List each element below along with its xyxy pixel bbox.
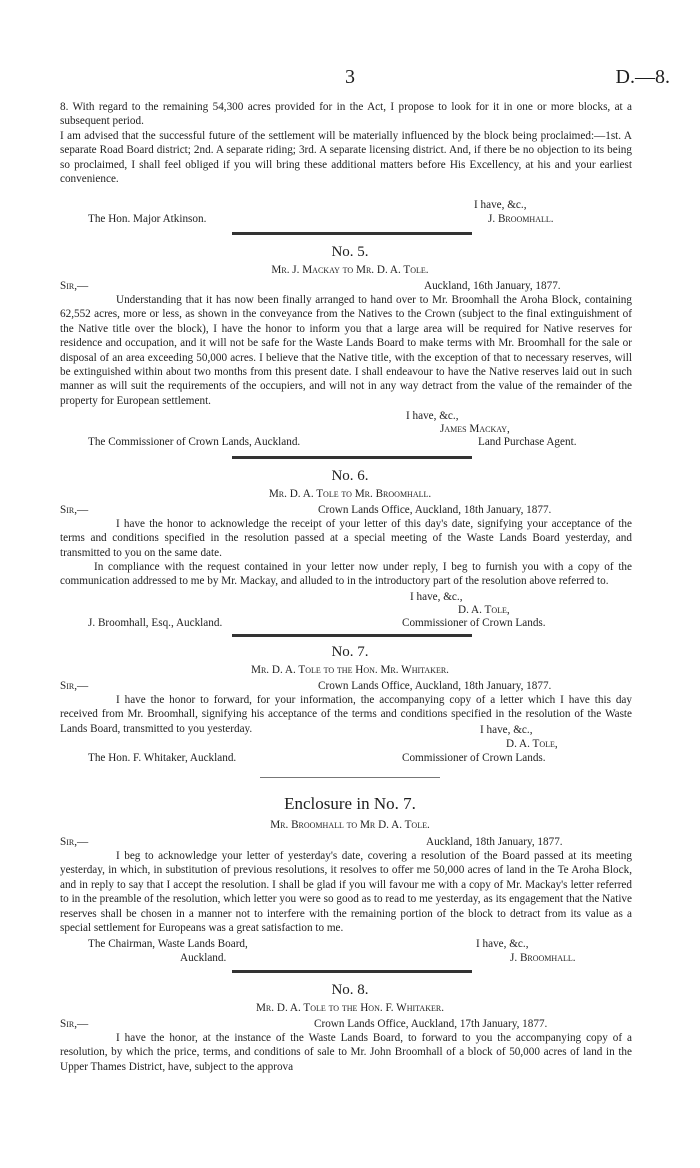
- letter-number: No. 7.: [331, 644, 369, 660]
- addressee: The Commissioner of Crown Lands, Auckland.: [88, 436, 301, 448]
- salutation: Sir,—: [60, 836, 89, 848]
- page-number: 3: [345, 66, 355, 88]
- addressee-line: The Chairman, Waste Lands Board,: [88, 938, 248, 950]
- letter-from-to: Mr. D. A. Tole to the Hon. F. Whitaker.: [255, 1002, 444, 1014]
- closing: I have, &c.,: [480, 724, 533, 736]
- salutation: Sir,—: [60, 1018, 89, 1030]
- place-date: Crown Lands Office, Auckland, 18th January, 1877.: [318, 680, 552, 692]
- addressee-line: Auckland.: [180, 952, 227, 964]
- signature: D. A. Tole,: [458, 604, 510, 616]
- paragraph: I have the honor to acknowledge the receipt of your letter of this day's date, signifying your acceptance of the terms and conditions specified in the resolution passed at a special meeting of the Waste Lands Board yesterday, and transmitted to you on the same date.: [60, 518, 632, 559]
- salutation: Sir,—: [60, 504, 89, 516]
- section-divider: [260, 777, 440, 778]
- letter-number: No. 5.: [331, 244, 369, 260]
- addressee: The Hon. F. Whitaker, Auckland.: [88, 752, 237, 764]
- paragraph: I have the honor to forward, for your information, the accompanying copy of a letter which I have this day received from Mr. Broomhall, signifying his acceptance of the terms and conditions specified in the resolution of the Waste Lands Board, transmitted to you yesterday.: [60, 694, 632, 735]
- section-divider: [232, 970, 472, 973]
- letter-from-to: Mr. Broomhall to Mr D. A. Tole.: [270, 819, 430, 831]
- closing: I have, &c.,: [406, 410, 459, 422]
- paragraph: In compliance with the request contained in your letter now under reply, I beg to furnish you with a copy of the communication addressed to me by Mr. Mackay, and alluded to in the introductory part of the resolution above referred to.: [60, 561, 632, 588]
- signature: James Mackay,: [440, 423, 510, 435]
- letter-number: Enclosure in No. 7.: [284, 794, 416, 813]
- letter-number: No. 8.: [331, 982, 369, 998]
- letter-from-to: Mr. J. Mackay to Mr. D. A. Tole.: [271, 264, 429, 276]
- salutation: Sir,—: [60, 680, 89, 692]
- paragraph: 8. With regard to the remaining 54,300 acres provided for in the Act, I propose to look for it in one or more blocks, at a subsequent period.: [60, 101, 632, 128]
- signature: J. Broomhall.: [488, 213, 554, 225]
- signature: J. Broomhall.: [510, 952, 576, 964]
- place-date: Auckland, 16th January, 1877.: [424, 280, 561, 292]
- section-divider: [232, 456, 472, 459]
- signatory-title: Commissioner of Crown Lands.: [402, 617, 546, 629]
- paragraph: I am advised that the successful future of the settlement will be materially influenced by the block being proclaimed:—1st. A separate Road Board district; 2nd. A separate riding; 3rd. A separate licensing district. And, if there be no objection to its being so proclaimed, I shall feel obliged if you will bring these additional matters before His Excellency, at his and your earliest convenience.: [60, 130, 632, 186]
- addressee: J. Broomhall, Esq., Auckland.: [88, 617, 223, 629]
- closing: I have, &c.,: [410, 591, 463, 603]
- document-code: D.—8.: [615, 66, 670, 88]
- paragraph: Understanding that it has now been finally arranged to hand over to Mr. Broomhall the Aroha Block, containing 62,552 acres, more or less, as shown in the conveyance from the Natives to the Crown (subject to the final extinguishment of the Native title over the block), I have the honor to inform you that a large area will be required for Native reserves for residence and occupation, and it will not be safe for the Waste Lands Board to make terms with Mr. Broomhall for the sale or disposal of an area exceeding 50,000 acres. I believe that the Native title, with the exception of that to necessary reserves, will be extinguished within about two months from this present date. I shall endeavour to have the Native reserves laid out in such manner as will suit the requirements of the occupiers, and will not in any way detract from the value of the remainder of the property for European settlement.: [60, 294, 632, 407]
- salutation: Sir,—: [60, 280, 89, 292]
- addressee: The Hon. Major Atkinson.: [88, 213, 207, 225]
- paragraph: I have the honor, at the instance of the Waste Lands Board, to forward to you the accompanying copy of a resolution, by which the price, terms, and conditions of sale to Mr. John Broomhall of a block of 50,000 acres of land in the Upper Thames District, have, subject to the approva: [60, 1032, 632, 1073]
- signatory-title: Land Purchase Agent.: [478, 436, 577, 448]
- section-divider: [232, 232, 472, 235]
- closing: I have, &c.,: [474, 199, 527, 211]
- paragraph: I beg to acknowledge your letter of yesterday's date, covering a resolution of the Board passed at its meeting yesterday, in which, in substitution of previous resolutions, it resolves to offer me 50,000 acres of land in the Te Aroha Block, and in reply to say that I accept the resolution. I shall be glad if you will favour me with a copy of Mr. Mackay's letter referred to in the preamble of the resolution, which letter you were so good as to read to me yesterday, as its engagement that the Native reserves shall be chosen in a manner not to interfere with the remaining portion of the block to detract from its value as a special settlement for Europeans was a great satisfaction to me.: [60, 850, 632, 935]
- place-date: Crown Lands Office, Auckland, 17th January, 1877.: [314, 1018, 548, 1030]
- signature: D. A. Tole,: [506, 738, 558, 750]
- letter-from-to: Mr. D. A. Tole to the Hon. Mr. Whitaker.: [251, 664, 449, 676]
- place-date: Auckland, 18th January, 1877.: [426, 836, 563, 848]
- section-divider: [232, 634, 472, 637]
- letter-from-to: Mr. D. A. Tole to Mr. Broomhall.: [268, 488, 432, 500]
- letter-number: No. 6.: [331, 468, 369, 484]
- signatory-title: Commissioner of Crown Lands.: [402, 752, 546, 764]
- place-date: Crown Lands Office, Auckland, 18th January, 1877.: [318, 504, 552, 516]
- closing: I have, &c.,: [476, 938, 529, 950]
